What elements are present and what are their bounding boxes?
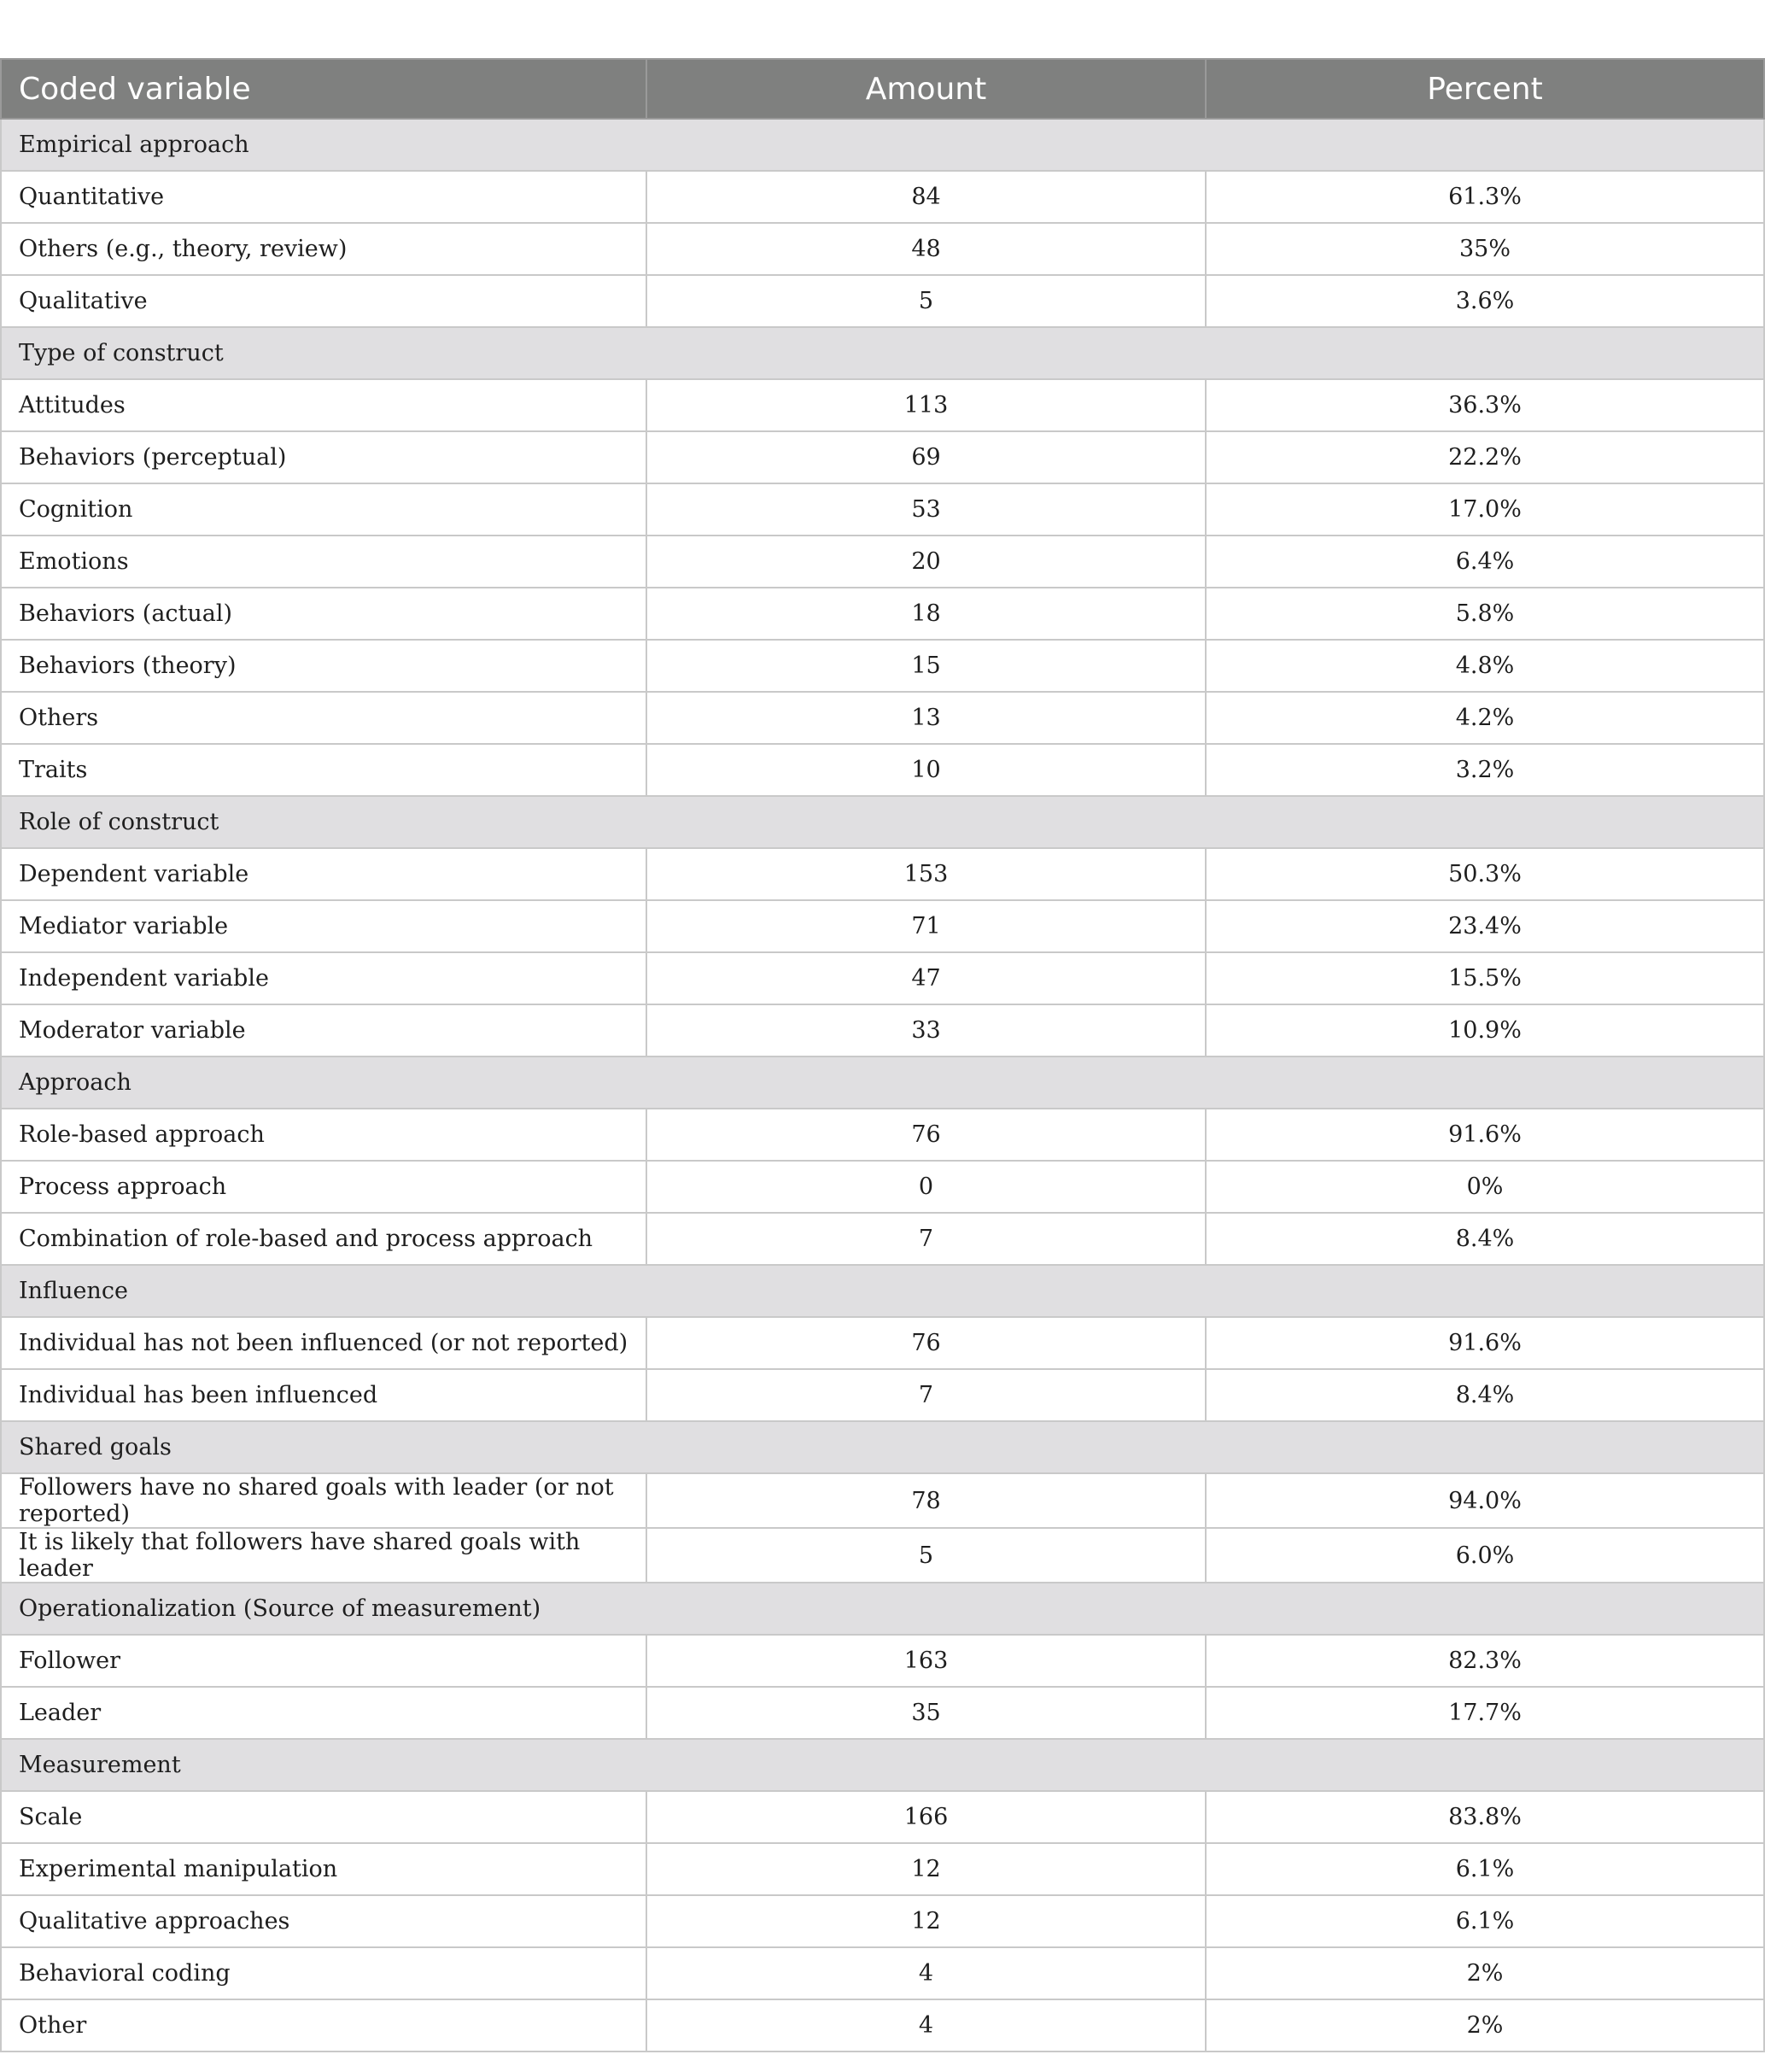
cell-amount: 153 [646, 848, 1206, 900]
cell-label: Experimental manipulation [1, 1843, 646, 1895]
cell-percent: 36.3% [1206, 379, 1764, 431]
cell-label: Individual has been influenced [1, 1369, 646, 1421]
table-row [1, 1687, 1764, 1739]
cell-percent: 61.3% [1206, 171, 1764, 223]
section-row [1, 119, 1764, 171]
table-header [1, 59, 1764, 119]
table-row [1, 1473, 1764, 1528]
cell-amount: 4 [646, 1947, 1206, 1999]
cell-percent: 50.3% [1206, 848, 1764, 900]
cell-amount: 20 [646, 536, 1206, 588]
table-row [1, 1161, 1764, 1213]
cell-percent: 4.2% [1206, 692, 1764, 744]
cell-label: Traits [1, 744, 646, 796]
table-row [1, 692, 1764, 744]
table-row [1, 900, 1764, 952]
section-row [1, 327, 1764, 379]
section-title: Role of construct [1, 796, 1764, 848]
cell-percent: 6.0% [1206, 1528, 1764, 1583]
cell-label: Qualitative approaches [1, 1895, 646, 1947]
cell-label: Behavioral coding [1, 1947, 646, 1999]
cell-percent: 5.8% [1206, 588, 1764, 640]
table-row [1, 223, 1764, 275]
cell-amount: 5 [646, 275, 1206, 327]
cell-amount: 4 [646, 1999, 1206, 2052]
cell-percent: 2% [1206, 1947, 1764, 1999]
cell-amount: 18 [646, 588, 1206, 640]
cell-label: Independent variable [1, 952, 646, 1004]
section-row [1, 1583, 1764, 1635]
table-row [1, 275, 1764, 327]
cell-percent: 3.6% [1206, 275, 1764, 327]
table-row [1, 1213, 1764, 1265]
table-row [1, 640, 1764, 692]
cell-percent: 3.2% [1206, 744, 1764, 796]
table-row [1, 952, 1764, 1004]
table-row [1, 588, 1764, 640]
table-row [1, 483, 1764, 536]
cell-amount: 71 [646, 900, 1206, 952]
table-row [1, 379, 1764, 431]
cell-label: Quantitative [1, 171, 646, 223]
section-title: Operationalization (Source of measurement) [1, 1583, 1764, 1635]
cell-label: Behaviors (theory) [1, 640, 646, 692]
section-row [1, 796, 1764, 848]
section-title: Empirical approach [1, 119, 1764, 171]
cell-label: Follower [1, 1635, 646, 1687]
cell-percent: 15.5% [1206, 952, 1764, 1004]
cell-percent: 82.3% [1206, 1635, 1764, 1687]
cell-amount: 76 [646, 1109, 1206, 1161]
cell-percent: 6.1% [1206, 1895, 1764, 1947]
table-row [1, 1843, 1764, 1895]
cell-label: Leader [1, 1687, 646, 1739]
table-row [1, 744, 1764, 796]
table-row [1, 1109, 1764, 1161]
cell-label: Process approach [1, 1161, 646, 1213]
cell-percent: 4.8% [1206, 640, 1764, 692]
cell-amount: 33 [646, 1004, 1206, 1056]
cell-amount: 163 [646, 1635, 1206, 1687]
section-title: Approach [1, 1056, 1764, 1109]
table-row [1, 1947, 1764, 1999]
cell-percent: 6.1% [1206, 1843, 1764, 1895]
cell-amount: 47 [646, 952, 1206, 1004]
cell-label: Individual has not been influenced (or not reported) [1, 1317, 646, 1369]
cell-amount: 0 [646, 1161, 1206, 1213]
cell-label: Dependent variable [1, 848, 646, 900]
table-row [1, 1791, 1764, 1843]
cell-amount: 78 [646, 1473, 1206, 1528]
section-row [1, 1739, 1764, 1791]
cell-amount: 113 [646, 379, 1206, 431]
cell-amount: 12 [646, 1895, 1206, 1947]
table-row [1, 1369, 1764, 1421]
table-row [1, 1999, 1764, 2052]
table-row [1, 171, 1764, 223]
section-title: Influence [1, 1265, 1764, 1317]
table-row [1, 536, 1764, 588]
cell-label: Mediator variable [1, 900, 646, 952]
cell-percent: 6.4% [1206, 536, 1764, 588]
table-row [1, 1528, 1764, 1583]
table-row [1, 1004, 1764, 1056]
cell-percent: 83.8% [1206, 1791, 1764, 1843]
cell-amount: 35 [646, 1687, 1206, 1739]
table-row [1, 1895, 1764, 1947]
cell-percent: 22.2% [1206, 431, 1764, 483]
cell-percent: 10.9% [1206, 1004, 1764, 1056]
cell-label: Behaviors (actual) [1, 588, 646, 640]
header-amount: Amount [646, 59, 1206, 119]
cell-label: Followers have no shared goals with leader (or not reported) [1, 1473, 646, 1528]
table-row [1, 1317, 1764, 1369]
cell-amount: 69 [646, 431, 1206, 483]
cell-percent: 35% [1206, 223, 1764, 275]
cell-percent: 8.4% [1206, 1213, 1764, 1265]
cell-amount: 7 [646, 1369, 1206, 1421]
cell-amount: 7 [646, 1213, 1206, 1265]
header-row [1, 59, 1764, 119]
cell-label: Moderator variable [1, 1004, 646, 1056]
cell-label: Combination of role-based and process approach [1, 1213, 646, 1265]
cell-percent: 23.4% [1206, 900, 1764, 952]
header-percent: Percent [1206, 59, 1764, 119]
section-row [1, 1265, 1764, 1317]
cell-amount: 76 [646, 1317, 1206, 1369]
cell-percent: 94.0% [1206, 1473, 1764, 1528]
cell-label: Other [1, 1999, 646, 2052]
cell-percent: 91.6% [1206, 1109, 1764, 1161]
cell-percent: 8.4% [1206, 1369, 1764, 1421]
cell-amount: 48 [646, 223, 1206, 275]
cell-label: Cognition [1, 483, 646, 536]
cell-percent: 17.0% [1206, 483, 1764, 536]
cell-amount: 13 [646, 692, 1206, 744]
header-coded-variable: Coded variable [1, 59, 646, 119]
cell-percent: 17.7% [1206, 1687, 1764, 1739]
cell-label: Role-based approach [1, 1109, 646, 1161]
cell-percent: 2% [1206, 1999, 1764, 2052]
cell-amount: 166 [646, 1791, 1206, 1843]
section-row [1, 1421, 1764, 1473]
cell-amount: 12 [646, 1843, 1206, 1895]
section-title: Measurement [1, 1739, 1764, 1791]
cell-amount: 15 [646, 640, 1206, 692]
cell-percent: 91.6% [1206, 1317, 1764, 1369]
cell-label: Scale [1, 1791, 646, 1843]
cell-label: Attitudes [1, 379, 646, 431]
cell-amount: 84 [646, 171, 1206, 223]
cell-amount: 5 [646, 1528, 1206, 1583]
section-row [1, 1056, 1764, 1109]
cell-label: Others (e.g., theory, review) [1, 223, 646, 275]
coded-variables-table [0, 58, 1765, 2052]
table-row [1, 1635, 1764, 1687]
cell-amount: 53 [646, 483, 1206, 536]
section-title: Shared goals [1, 1421, 1764, 1473]
section-title: Type of construct [1, 327, 1764, 379]
cell-label: It is likely that followers have shared goals with leader [1, 1528, 646, 1583]
cell-label: Behaviors (perceptual) [1, 431, 646, 483]
table-row [1, 848, 1764, 900]
cell-label: Emotions [1, 536, 646, 588]
cell-percent: 0% [1206, 1161, 1764, 1213]
table-row [1, 431, 1764, 483]
cell-label: Qualitative [1, 275, 646, 327]
cell-amount: 10 [646, 744, 1206, 796]
cell-label: Others [1, 692, 646, 744]
table-body [1, 119, 1764, 2052]
